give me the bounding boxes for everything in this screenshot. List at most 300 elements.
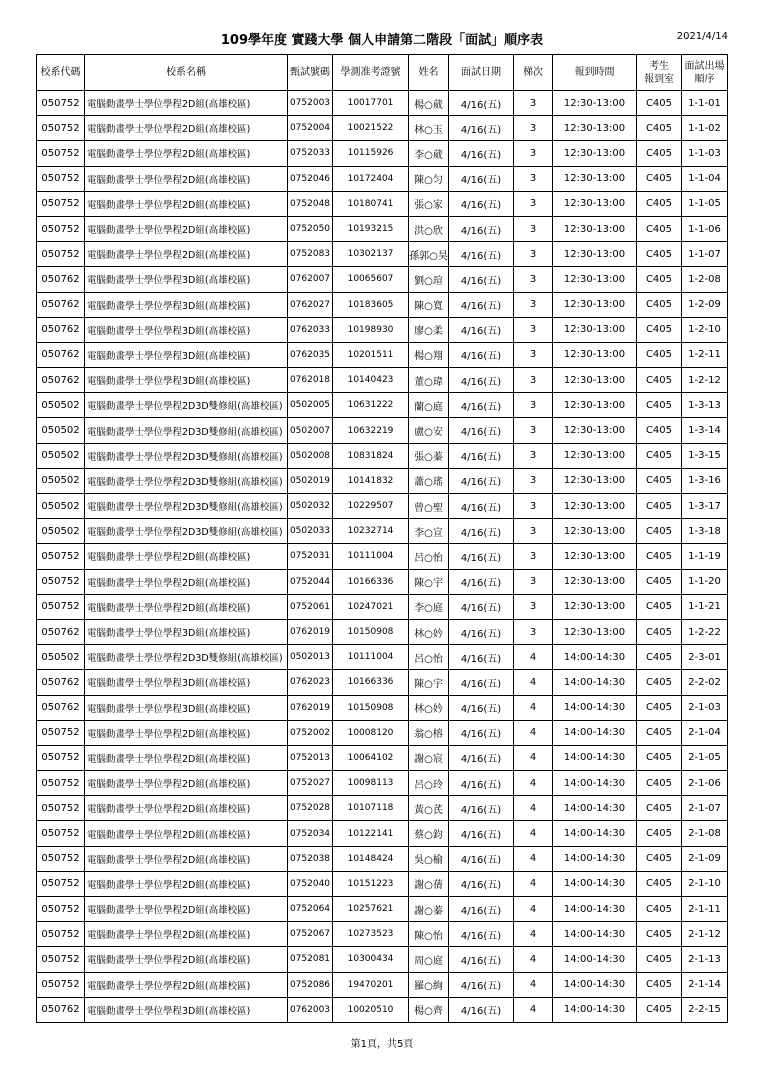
cell-interview-date: 4/16(五): [449, 418, 514, 443]
cell-checkin-time: 14:00-14:30: [553, 821, 637, 846]
cell-order: 1-3-17: [682, 494, 728, 519]
cell-checkin-time: 12:30-13:00: [553, 242, 637, 267]
cell-student-name: 蘭○庭: [409, 393, 449, 418]
col-checkin-time: 報到時間: [553, 55, 637, 91]
cell-student-name: 林○妗: [409, 695, 449, 720]
cell-checkin-room: C405: [637, 292, 682, 317]
cell-exam-number: 0762019: [288, 695, 333, 720]
cell-checkin-room: C405: [637, 871, 682, 896]
cell-dept-name: 電腦動畫學士學位學程2D組(高雄校區): [85, 141, 288, 166]
cell-checkin-room: C405: [637, 267, 682, 292]
table-row: [37, 166, 728, 191]
table-row: [37, 897, 728, 922]
cell-student-name: 林○玉: [409, 116, 449, 141]
cell-checkin-time: 12:30-13:00: [553, 317, 637, 342]
col-name: 姓名: [409, 55, 449, 91]
cell-exam-number: 0752028: [288, 796, 333, 821]
cell-dept-name: 電腦動畫學士學位學程2D組(高雄校區): [85, 569, 288, 594]
cell-session: 3: [514, 267, 553, 292]
cell-session: 3: [514, 317, 553, 342]
cell-exam-number: 0502008: [288, 443, 333, 468]
cell-interview-date: 4/16(五): [449, 897, 514, 922]
cell-interview-date: 4/16(五): [449, 846, 514, 871]
print-date: 2021/4/14: [676, 31, 728, 42]
cell-exam-number: 0752027: [288, 771, 333, 796]
cell-session: 3: [514, 418, 553, 443]
cell-admission-number: 10831824: [333, 443, 409, 468]
cell-dept-name: 電腦動畫學士學位學程2D組(高雄校區): [85, 166, 288, 191]
cell-checkin-room: C405: [637, 418, 682, 443]
cell-checkin-time: 12:30-13:00: [553, 116, 637, 141]
cell-student-name: 陳○宇: [409, 670, 449, 695]
cell-dept-code: 050752: [37, 745, 85, 770]
cell-interview-date: 4/16(五): [449, 317, 514, 342]
cell-checkin-time: 12:30-13:00: [553, 292, 637, 317]
table-row: [37, 972, 728, 997]
table-row: [37, 267, 728, 292]
cell-session: 3: [514, 468, 553, 493]
cell-dept-code: 050752: [37, 846, 85, 871]
cell-dept-code: 050502: [37, 494, 85, 519]
cell-exam-number: 0762033: [288, 317, 333, 342]
cell-interview-date: 4/16(五): [449, 519, 514, 544]
cell-exam-number: 0762027: [288, 292, 333, 317]
cell-session: 4: [514, 821, 553, 846]
cell-order: 1-1-19: [682, 544, 728, 569]
cell-checkin-time: 12:30-13:00: [553, 267, 637, 292]
cell-student-name: 張○家: [409, 191, 449, 216]
cell-admission-number: 10098113: [333, 771, 409, 796]
cell-dept-name: 電腦動畫學士學位學程2D組(高雄校區): [85, 821, 288, 846]
cell-session: 3: [514, 594, 553, 619]
cell-session: 3: [514, 519, 553, 544]
cell-interview-date: 4/16(五): [449, 166, 514, 191]
cell-dept-name: 電腦動畫學士學位學程2D組(高雄校區): [85, 544, 288, 569]
cell-dept-name: 電腦動畫學士學位學程3D組(高雄校區): [85, 368, 288, 393]
table-row: [37, 771, 728, 796]
table-row: [37, 871, 728, 896]
cell-exam-number: 0752046: [288, 166, 333, 191]
cell-dept-name: 電腦動畫學士學位學程2D組(高雄校區): [85, 242, 288, 267]
cell-admission-number: 10107118: [333, 796, 409, 821]
cell-admission-number: 19470201: [333, 972, 409, 997]
table-row: [37, 292, 728, 317]
col-checkin-room: 考生 報到室: [637, 55, 682, 91]
cell-checkin-time: 12:30-13:00: [553, 519, 637, 544]
cell-checkin-time: 12:30-13:00: [553, 418, 637, 443]
cell-dept-code: 050752: [37, 166, 85, 191]
cell-student-name: 楊○翔: [409, 342, 449, 367]
cell-checkin-room: C405: [637, 695, 682, 720]
cell-session: 4: [514, 771, 553, 796]
cell-admission-number: 10140423: [333, 368, 409, 393]
cell-student-name: 周○庭: [409, 947, 449, 972]
cell-interview-date: 4/16(五): [449, 922, 514, 947]
cell-admission-number: 10065607: [333, 267, 409, 292]
cell-dept-name: 電腦動畫學士學位學程2D組(高雄校區): [85, 771, 288, 796]
cell-checkin-time: 12:30-13:00: [553, 141, 637, 166]
cell-exam-number: 0752050: [288, 216, 333, 241]
cell-admission-number: 10201511: [333, 342, 409, 367]
cell-checkin-time: 14:00-14:30: [553, 922, 637, 947]
cell-interview-date: 4/16(五): [449, 871, 514, 896]
cell-admission-number: 10017701: [333, 91, 409, 116]
cell-checkin-time: 12:30-13:00: [553, 569, 637, 594]
cell-admission-number: 10198930: [333, 317, 409, 342]
cell-session: 4: [514, 846, 553, 871]
cell-checkin-room: C405: [637, 645, 682, 670]
cell-exam-number: 0502007: [288, 418, 333, 443]
cell-exam-number: 0762003: [288, 997, 333, 1022]
table-header-row: [37, 55, 728, 91]
cell-checkin-room: C405: [637, 972, 682, 997]
page-title: 109學年度 實踐大學 個人申請第二階段「面試」順序表: [220, 33, 544, 48]
cell-checkin-room: C405: [637, 494, 682, 519]
table-row: [37, 418, 728, 443]
cell-dept-name: 電腦動畫學士學位學程2D組(高雄校區): [85, 116, 288, 141]
table-row: [37, 997, 728, 1022]
cell-dept-code: 050752: [37, 116, 85, 141]
cell-session: 3: [514, 619, 553, 644]
cell-checkin-time: 14:00-14:30: [553, 645, 637, 670]
cell-order: 2-1-04: [682, 720, 728, 745]
cell-interview-date: 4/16(五): [449, 569, 514, 594]
cell-exam-number: 0752013: [288, 745, 333, 770]
cell-dept-name: 電腦動畫學士學位學程3D組(高雄校區): [85, 619, 288, 644]
cell-student-name: 李○宣: [409, 519, 449, 544]
cell-dept-code: 050502: [37, 418, 85, 443]
table-row: [37, 922, 728, 947]
cell-checkin-time: 12:30-13:00: [553, 619, 637, 644]
cell-session: 3: [514, 141, 553, 166]
cell-exam-number: 0502032: [288, 494, 333, 519]
cell-admission-number: 10020510: [333, 997, 409, 1022]
cell-order: 1-2-12: [682, 368, 728, 393]
cell-interview-date: 4/16(五): [449, 242, 514, 267]
cell-order: 1-2-09: [682, 292, 728, 317]
cell-order: 2-3-01: [682, 645, 728, 670]
cell-dept-code: 050752: [37, 922, 85, 947]
cell-dept-code: 050762: [37, 997, 85, 1022]
cell-session: 4: [514, 645, 553, 670]
cell-dept-code: 050752: [37, 947, 85, 972]
cell-dept-code: 050752: [37, 569, 85, 594]
cell-dept-name: 電腦動畫學士學位學程2D組(高雄校區): [85, 846, 288, 871]
cell-session: 4: [514, 720, 553, 745]
page-footer: 第1頁，共5頁: [350, 1039, 414, 1050]
cell-dept-code: 050762: [37, 670, 85, 695]
cell-order: 2-1-05: [682, 745, 728, 770]
cell-admission-number: 10150908: [333, 695, 409, 720]
table-row: [37, 846, 728, 871]
cell-admission-number: 10111004: [333, 544, 409, 569]
cell-student-name: 謝○宸: [409, 745, 449, 770]
cell-order: 1-2-11: [682, 342, 728, 367]
cell-exam-number: 0502019: [288, 468, 333, 493]
table-row: [37, 645, 728, 670]
cell-student-name: 盧○安: [409, 418, 449, 443]
cell-session: 4: [514, 695, 553, 720]
cell-session: 3: [514, 116, 553, 141]
cell-dept-name: 電腦動畫學士學位學程2D組(高雄校區): [85, 796, 288, 821]
cell-checkin-time: 12:30-13:00: [553, 91, 637, 116]
cell-dept-code: 050752: [37, 771, 85, 796]
cell-checkin-room: C405: [637, 342, 682, 367]
col-interview-date: 面試日期: [449, 55, 514, 91]
cell-exam-number: 0752061: [288, 594, 333, 619]
cell-session: 4: [514, 997, 553, 1022]
cell-session: 3: [514, 91, 553, 116]
table-row: [37, 796, 728, 821]
cell-admission-number: 10273523: [333, 922, 409, 947]
cell-order: 1-1-21: [682, 594, 728, 619]
interview-order-table: [36, 54, 728, 1023]
cell-order: 1-1-06: [682, 216, 728, 241]
cell-checkin-room: C405: [637, 468, 682, 493]
cell-student-name: 陳○匀: [409, 166, 449, 191]
cell-dept-code: 050762: [37, 317, 85, 342]
cell-checkin-room: C405: [637, 368, 682, 393]
cell-dept-code: 050752: [37, 141, 85, 166]
cell-dept-code: 050752: [37, 871, 85, 896]
cell-admission-number: 10021522: [333, 116, 409, 141]
cell-dept-name: 電腦動畫學士學位學程2D組(高雄校區): [85, 191, 288, 216]
cell-session: 3: [514, 443, 553, 468]
cell-order: 1-3-13: [682, 393, 728, 418]
cell-checkin-room: C405: [637, 166, 682, 191]
cell-checkin-room: C405: [637, 141, 682, 166]
cell-dept-code: 050752: [37, 594, 85, 619]
cell-order: 2-1-06: [682, 771, 728, 796]
cell-checkin-time: 12:30-13:00: [553, 191, 637, 216]
cell-dept-name: 電腦動畫學士學位學程2D3D雙修組(高雄校區): [85, 468, 288, 493]
cell-student-name: 劉○瑄: [409, 267, 449, 292]
cell-dept-name: 電腦動畫學士學位學程3D組(高雄校區): [85, 267, 288, 292]
cell-session: 4: [514, 796, 553, 821]
cell-dept-name: 電腦動畫學士學位學程2D3D雙修組(高雄校區): [85, 519, 288, 544]
cell-dept-code: 050502: [37, 645, 85, 670]
cell-checkin-room: C405: [637, 670, 682, 695]
cell-dept-code: 050752: [37, 821, 85, 846]
cell-admission-number: 10141832: [333, 468, 409, 493]
cell-dept-code: 050752: [37, 796, 85, 821]
cell-exam-number: 0752044: [288, 569, 333, 594]
table-row: [37, 594, 728, 619]
cell-checkin-time: 14:00-14:30: [553, 947, 637, 972]
cell-student-name: 呂○怡: [409, 645, 449, 670]
cell-student-name: 孫郭○昊: [409, 242, 449, 267]
cell-dept-name: 電腦動畫學士學位學程2D3D雙修組(高雄校區): [85, 418, 288, 443]
cell-dept-code: 050502: [37, 443, 85, 468]
cell-checkin-room: C405: [637, 846, 682, 871]
cell-session: 4: [514, 897, 553, 922]
cell-exam-number: 0752002: [288, 720, 333, 745]
cell-student-name: 董○瑋: [409, 368, 449, 393]
cell-order: 1-1-04: [682, 166, 728, 191]
cell-dept-name: 電腦動畫學士學位學程2D組(高雄校區): [85, 922, 288, 947]
cell-interview-date: 4/16(五): [449, 771, 514, 796]
cell-dept-name: 電腦動畫學士學位學程3D組(高雄校區): [85, 292, 288, 317]
table-row: [37, 393, 728, 418]
cell-order: 2-2-15: [682, 997, 728, 1022]
cell-interview-date: 4/16(五): [449, 670, 514, 695]
cell-student-name: 呂○玲: [409, 771, 449, 796]
cell-interview-date: 4/16(五): [449, 191, 514, 216]
cell-dept-code: 050752: [37, 191, 85, 216]
cell-order: 2-1-08: [682, 821, 728, 846]
cell-session: 3: [514, 494, 553, 519]
cell-checkin-room: C405: [637, 771, 682, 796]
cell-checkin-room: C405: [637, 569, 682, 594]
col-order: 面試出場 順序: [682, 55, 728, 91]
cell-admission-number: 10180741: [333, 191, 409, 216]
cell-session: 3: [514, 393, 553, 418]
cell-order: 1-2-22: [682, 619, 728, 644]
cell-student-name: 謝○蓁: [409, 897, 449, 922]
table-row: [37, 216, 728, 241]
table-row: [37, 494, 728, 519]
cell-dept-code: 050752: [37, 972, 85, 997]
cell-interview-date: 4/16(五): [449, 997, 514, 1022]
cell-dept-name: 電腦動畫學士學位學程3D組(高雄校區): [85, 317, 288, 342]
cell-dept-name: 電腦動畫學士學位學程2D3D雙修組(高雄校區): [85, 494, 288, 519]
col-exam-number: 甄試號碼: [288, 55, 333, 91]
cell-session: 4: [514, 670, 553, 695]
cell-checkin-time: 14:00-14:30: [553, 846, 637, 871]
cell-order: 1-3-18: [682, 519, 728, 544]
cell-exam-number: 0752081: [288, 947, 333, 972]
cell-student-name: 陳○宇: [409, 569, 449, 594]
cell-dept-code: 050752: [37, 720, 85, 745]
cell-student-name: 李○庭: [409, 594, 449, 619]
col-dept-name: 校系名稱: [85, 55, 288, 91]
table-row: [37, 619, 728, 644]
cell-dept-code: 050762: [37, 342, 85, 367]
cell-interview-date: 4/16(五): [449, 796, 514, 821]
cell-order: 1-1-07: [682, 242, 728, 267]
cell-session: 3: [514, 166, 553, 191]
cell-admission-number: 10300434: [333, 947, 409, 972]
cell-dept-name: 電腦動畫學士學位學程3D組(高雄校區): [85, 670, 288, 695]
cell-order: 1-3-14: [682, 418, 728, 443]
cell-dept-name: 電腦動畫學士學位學程2D組(高雄校區): [85, 871, 288, 896]
cell-interview-date: 4/16(五): [449, 645, 514, 670]
cell-checkin-room: C405: [637, 191, 682, 216]
cell-session: 3: [514, 292, 553, 317]
cell-checkin-time: 14:00-14:30: [553, 720, 637, 745]
cell-checkin-room: C405: [637, 91, 682, 116]
cell-checkin-time: 14:00-14:30: [553, 871, 637, 896]
cell-interview-date: 4/16(五): [449, 494, 514, 519]
cell-admission-number: 10257621: [333, 897, 409, 922]
cell-student-name: 黃○芪: [409, 796, 449, 821]
cell-admission-number: 10064102: [333, 745, 409, 770]
col-dept-code: 校系代碼: [37, 55, 85, 91]
cell-admission-number: 10148424: [333, 846, 409, 871]
cell-order: 1-1-05: [682, 191, 728, 216]
cell-dept-code: 050762: [37, 267, 85, 292]
cell-student-name: 蔡○鈞: [409, 821, 449, 846]
cell-checkin-time: 14:00-14:30: [553, 997, 637, 1022]
cell-student-name: 謝○蒨: [409, 871, 449, 896]
cell-checkin-time: 14:00-14:30: [553, 670, 637, 695]
cell-dept-name: 電腦動畫學士學位學程2D組(高雄校區): [85, 594, 288, 619]
cell-interview-date: 4/16(五): [449, 745, 514, 770]
cell-student-name: 林○妗: [409, 619, 449, 644]
table-row: [37, 947, 728, 972]
table-row: [37, 443, 728, 468]
cell-interview-date: 4/16(五): [449, 393, 514, 418]
table-row: [37, 821, 728, 846]
cell-interview-date: 4/16(五): [449, 695, 514, 720]
table-row: [37, 468, 728, 493]
cell-session: 3: [514, 242, 553, 267]
cell-checkin-room: C405: [637, 393, 682, 418]
cell-dept-name: 電腦動畫學士學位學程2D3D雙修組(高雄校區): [85, 645, 288, 670]
cell-checkin-time: 12:30-13:00: [553, 216, 637, 241]
cell-session: 3: [514, 368, 553, 393]
table-row: [37, 720, 728, 745]
cell-checkin-room: C405: [637, 544, 682, 569]
cell-admission-number: 10122141: [333, 821, 409, 846]
cell-dept-code: 050762: [37, 619, 85, 644]
cell-checkin-room: C405: [637, 216, 682, 241]
cell-admission-number: 10172404: [333, 166, 409, 191]
table-row: [37, 670, 728, 695]
table-row: [37, 317, 728, 342]
table-row: [37, 116, 728, 141]
cell-exam-number: 0502033: [288, 519, 333, 544]
cell-checkin-time: 12:30-13:00: [553, 544, 637, 569]
cell-student-name: 廖○柔: [409, 317, 449, 342]
cell-exam-number: 0752067: [288, 922, 333, 947]
cell-student-name: 楊○齊: [409, 997, 449, 1022]
cell-order: 2-1-11: [682, 897, 728, 922]
cell-checkin-time: 12:30-13:00: [553, 443, 637, 468]
table-row: [37, 368, 728, 393]
cell-dept-code: 050762: [37, 368, 85, 393]
cell-exam-number: 0752048: [288, 191, 333, 216]
cell-checkin-time: 12:30-13:00: [553, 393, 637, 418]
cell-dept-code: 050752: [37, 91, 85, 116]
cell-admission-number: 10229507: [333, 494, 409, 519]
cell-order: 2-1-09: [682, 846, 728, 871]
cell-interview-date: 4/16(五): [449, 292, 514, 317]
cell-student-name: 陳○怡: [409, 922, 449, 947]
cell-session: 4: [514, 947, 553, 972]
cell-exam-number: 0762007: [288, 267, 333, 292]
cell-exam-number: 0752031: [288, 544, 333, 569]
cell-interview-date: 4/16(五): [449, 91, 514, 116]
cell-interview-date: 4/16(五): [449, 216, 514, 241]
cell-admission-number: 10008120: [333, 720, 409, 745]
col-admission-number: 學測准考證號: [333, 55, 409, 91]
cell-order: 2-2-02: [682, 670, 728, 695]
cell-checkin-room: C405: [637, 922, 682, 947]
cell-dept-name: 電腦動畫學士學位學程2D組(高雄校區): [85, 897, 288, 922]
cell-admission-number: 10247021: [333, 594, 409, 619]
cell-admission-number: 10151223: [333, 871, 409, 896]
cell-interview-date: 4/16(五): [449, 594, 514, 619]
cell-interview-date: 4/16(五): [449, 619, 514, 644]
cell-interview-date: 4/16(五): [449, 972, 514, 997]
cell-exam-number: 0752033: [288, 141, 333, 166]
cell-order: 2-1-07: [682, 796, 728, 821]
cell-dept-code: 050762: [37, 292, 85, 317]
cell-admission-number: 10183605: [333, 292, 409, 317]
cell-exam-number: 0762018: [288, 368, 333, 393]
cell-student-name: 蕭○瑤: [409, 468, 449, 493]
